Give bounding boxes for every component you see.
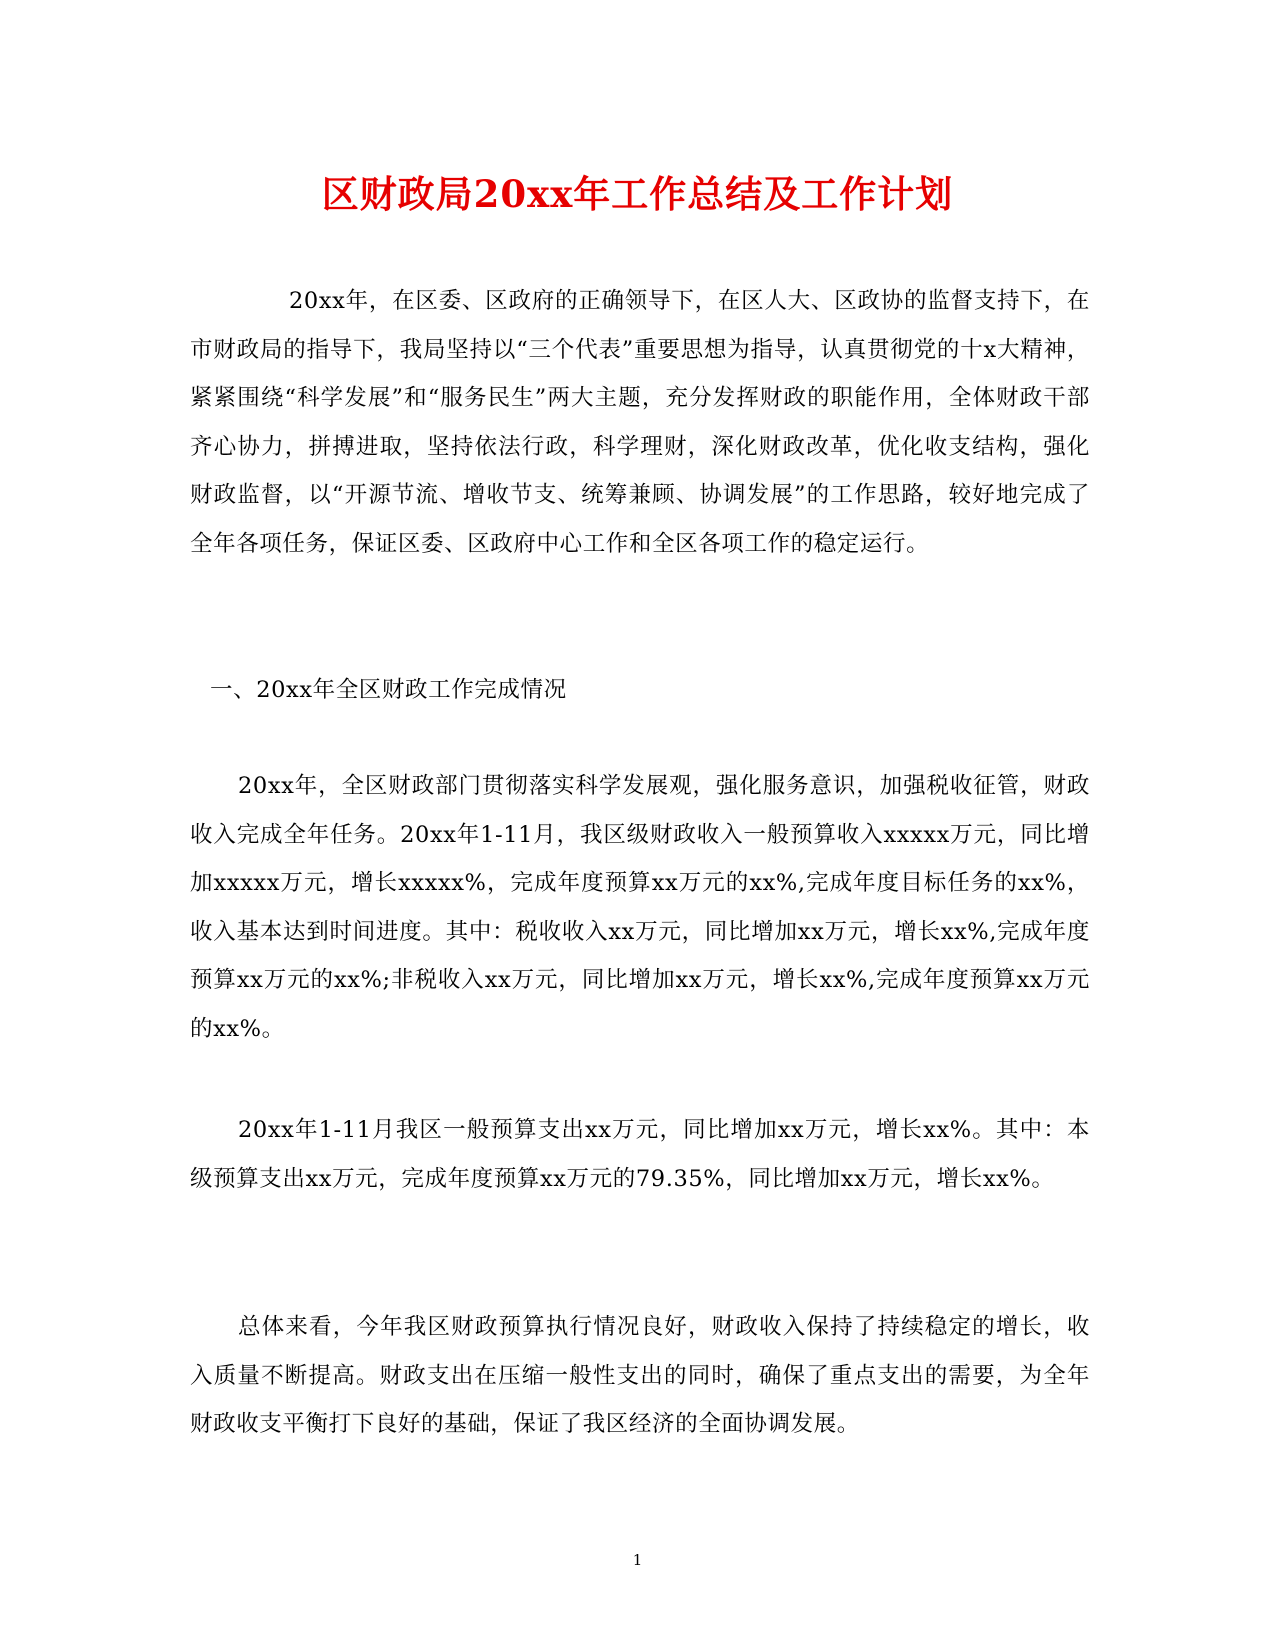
- revenue-paragraph: 20xx年，全区财政部门贯彻落实科学发展观，强化服务意识，加强税收征管，财政收入完成全年任务。20xx年1-11月，我区级财政收入一般预算收入xxxxx万元，同比增加xxxxx万元，增长xxxxx%，完成年度预算xx万元的xx%,完成年度目标任务的xx%，收入基本达到时间进度。其中：税收收入xx万元，同比增加xx万元，增长xx%,完成年度预算xx万元的xx%;非税收入xx万元，同比增加xx万元，增长xx%,完成年度预算xx万元的xx%。: [190, 773, 1090, 1042]
- section-heading: 一、20xx年全区财政工作完成情况: [210, 677, 567, 703]
- intro-paragraph: 20xx年，在区委、区政府的正确领导下，在区人大、区政协的监督支持下，在市财政局的指导下，我局坚持以“三个代表”重要思想为指导，认真贯彻党的十x大精神，紧紧围绕“科学发展”和“服务民生”两大主题，充分发挥财政的职能作用，全体财政干部齐心协力，拼搏进取，坚持依法行政，科学理财，深化财政改革，优化收支结构，强化财政监督，以“开源节流、增收节支、统筹兼顾、协调发展”的工作思路，较好地完成了全年各项任务，保证区委、区政府中心工作和全区各项工作的稳定运行。: [190, 288, 1090, 557]
- document-title: 区财政局20xx年工作总结及工作计划: [321, 172, 954, 216]
- expenditure-paragraph: 20xx年1-11月我区一般预算支出xx万元，同比增加xx万元，增长xx%。其中：本级预算支出xx万元，完成年度预算xx万元的79.35%，同比增加xx万元，增长xx%。: [190, 1117, 1090, 1192]
- summary-paragraph: 总体来看，今年我区财政预算执行情况良好，财政收入保持了持续稳定的增长，收入质量不断提高。财政支出在压缩一般性支出的同时，确保了重点支出的需要，为全年财政收支平衡打下良好的基础，保证了我区经济的全面协调发展。: [190, 1314, 1090, 1437]
- page-number: 1: [632, 1551, 643, 1569]
